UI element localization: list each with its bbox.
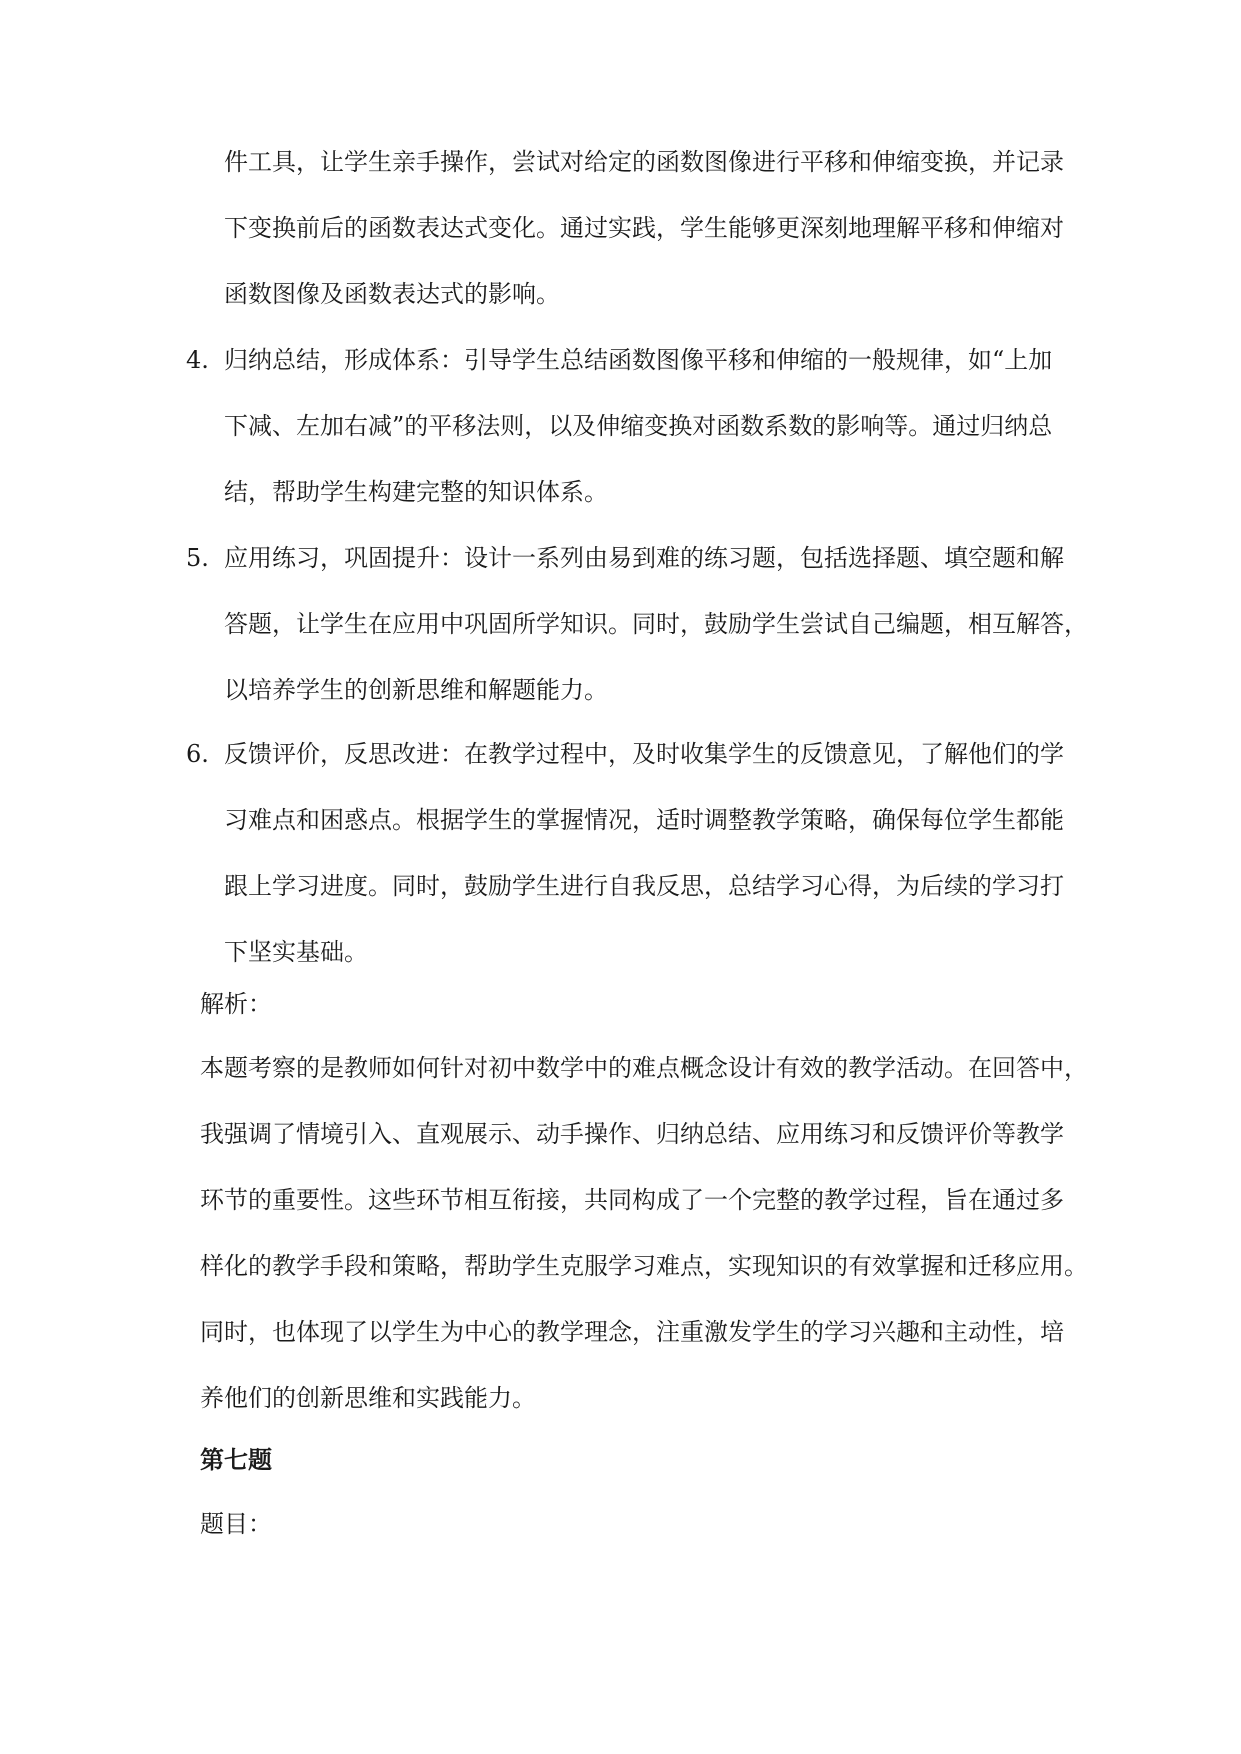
question-label-text: 题目： (200, 1510, 272, 1538)
list-item-text (224, 540, 1088, 738)
text-line: 函数图像及函数表达式的影响。 (224, 280, 560, 308)
list-item-number: 4. (186, 346, 209, 374)
text-line: 归纳总结，形成体系：引导学生总结函数图像平移和伸缩的一般规律，如“上加 (224, 346, 1053, 374)
text-line: 反馈评价，反思改进：在教学过程中，及时收集学生的反馈意见，了解他们的学 (224, 740, 1064, 768)
item-3-continuation (224, 144, 1084, 342)
text-line: 同时，也体现了以学生为中心的教学理念，注重激发学生的学习兴趣和主动性，培 (200, 1318, 1064, 1346)
analysis-label (200, 986, 1100, 1052)
analysis-body (200, 1050, 1100, 1446)
question-heading (200, 1442, 1100, 1508)
text-line: 以培养学生的创新思维和解题能力。 (224, 676, 608, 704)
text-line: 件工具，让学生亲手操作，尝试对给定的函数图像进行平移和伸缩变换，并记录 (224, 148, 1064, 176)
text-line: 习难点和困惑点。根据学生的掌握情况，适时调整教学策略，确保每位学生都能 (224, 806, 1064, 834)
text-line: 下坚实基础。 (224, 938, 368, 966)
question-heading-text: 第七题 (200, 1445, 272, 1474)
list-item-number: 5. (186, 544, 209, 572)
text-line: 环节的重要性。这些环节相互衔接，共同构成了一个完整的教学过程，旨在通过多 (200, 1186, 1064, 1214)
text-line: 养他们的创新思维和实践能力。 (200, 1384, 536, 1412)
text-line: 答题，让学生在应用中巩固所学知识。同时，鼓励学生尝试自己编题，相互解答， (224, 610, 1088, 638)
analysis-label-text: 解析： (200, 990, 272, 1018)
text-line: 下减、左加右减”的平移法则，以及伸缩变换对函数系数的影响等。通过归纳总 (224, 412, 1053, 440)
list-item-text (224, 342, 1084, 540)
text-line: 本题考察的是教师如何针对初中数学中的难点概念设计有效的教学活动。在回答中， (200, 1054, 1088, 1082)
text-line: 样化的教学手段和策略，帮助学生克服学习难点，实现知识的有效掌握和迁移应用。 (200, 1252, 1088, 1280)
question-label (200, 1506, 1100, 1572)
text-line: 应用练习，巩固提升：设计一系列由易到难的练习题，包括选择题、填空题和解 (224, 544, 1064, 572)
text-line: 我强调了情境引入、直观展示、动手操作、归纳总结、应用练习和反馈评价等教学 (200, 1120, 1064, 1148)
text-line: 下变换前后的函数表达式变化。通过实践，学生能够更深刻地理解平移和伸缩对 (224, 214, 1064, 242)
text-line: 结，帮助学生构建完整的知识体系。 (224, 478, 608, 506)
text-line: 跟上学习进度。同时，鼓励学生进行自我反思，总结学习心得，为后续的学习打 (224, 872, 1064, 900)
list-item-number: 6. (186, 740, 209, 768)
list-item-text (224, 736, 1084, 1000)
